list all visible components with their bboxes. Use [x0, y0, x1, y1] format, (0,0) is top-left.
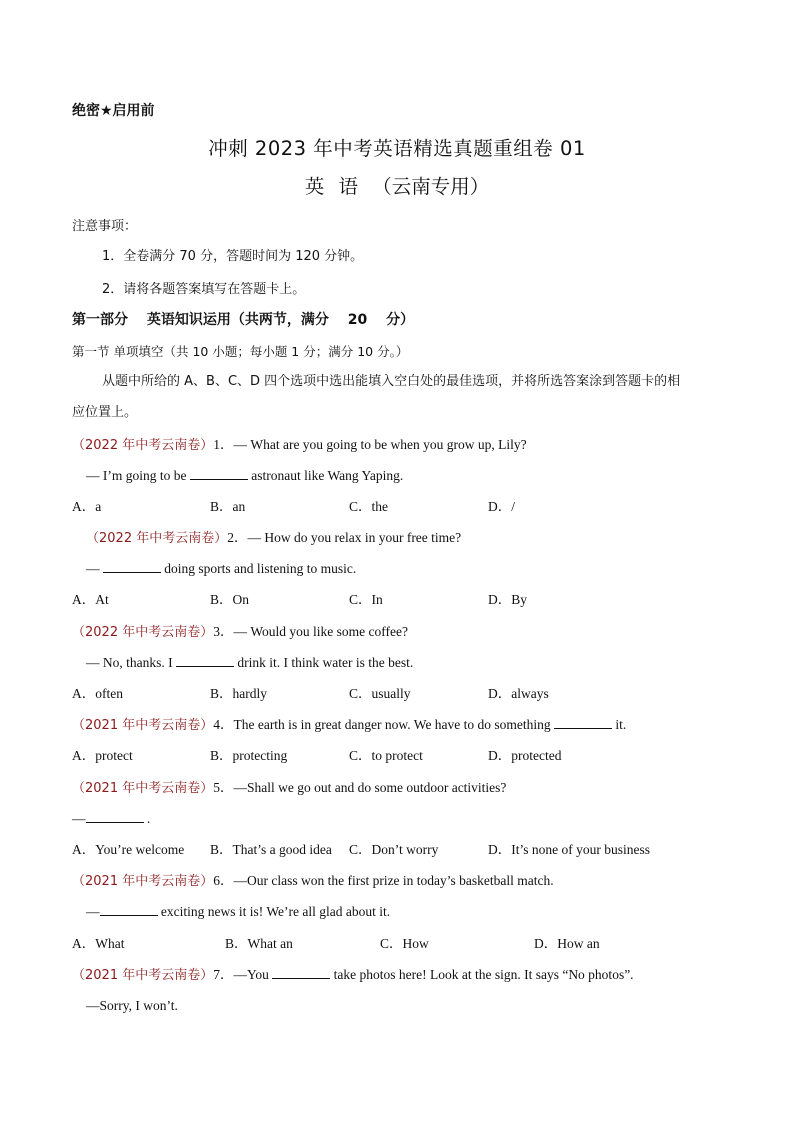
question-source: （2022 年中考云南卷） — [86, 531, 228, 546]
note-item-1: 1．全卷满分 70 分，答题时间为 120 分钟。 — [102, 249, 364, 264]
answer-blank — [554, 716, 612, 729]
question-2-option-c: C．In — [349, 592, 383, 607]
question-4-option-c: C．to protect — [349, 748, 423, 763]
question-5-answer-line: — . — [72, 811, 151, 826]
answer-blank — [176, 654, 234, 667]
question-2-option-a: A．At — [72, 592, 109, 607]
question-source: （2022 年中考云南卷） — [72, 438, 214, 453]
question-5-option-b: B．That’s a good idea — [210, 842, 332, 857]
question-3-option-b: B．hardly — [210, 686, 267, 701]
question-6-option-b: B．What an — [225, 936, 293, 951]
question-2-answer-line: — doing sports and listening to music. — [86, 561, 357, 576]
question-2-option-d: D．By — [488, 592, 528, 607]
question-5-option-a: A．You’re welcome — [72, 842, 185, 857]
part1-heading: 第一部分 英语知识运用（共两节，满分 20 分） — [72, 312, 415, 328]
answer-blank — [103, 560, 161, 573]
confidential-label: 绝密★启用前 — [72, 103, 155, 119]
question-5-option-c: C．Don’t worry — [349, 842, 439, 857]
question-1-option-c: C．the — [349, 499, 388, 514]
section1-heading: 第一节 单项填空（共 10 小题；每小题 1 分；满分 10 分。） — [72, 344, 409, 359]
question-3-answer-line: — No, thanks. I drink it. I think water is the best. — [86, 655, 414, 670]
question-6-answer-line: — exciting news it is! We’re all glad about it. — [86, 904, 391, 919]
question-1-option-d: D．/ — [488, 499, 515, 514]
question-4-option-b: B．protecting — [210, 748, 288, 763]
question-source: （2021 年中考云南卷） — [72, 781, 214, 796]
exam-title: 冲刺 2023 年中考英语精选真题重组卷 01 — [208, 137, 586, 160]
instruction-line-2: 应位置上。 — [72, 405, 138, 420]
notes-heading: 注意事项： — [72, 219, 138, 234]
question-6-stem: （2021 年中考云南卷）6．—Our class won the first prize in today’s basketball match. — [72, 873, 554, 889]
question-source: （2021 年中考云南卷） — [72, 968, 214, 983]
question-4-stem: （2021 年中考云南卷）4．The earth is in great danger now. We have to do something it. — [72, 717, 627, 733]
question-1-stem: （2022 年中考云南卷）1．— What are you going to be when you grow up, Lily? — [72, 437, 527, 453]
question-7-stem: （2021 年中考云南卷）7．—You take photos here! Look at the sign. It says “No photos”. — [72, 967, 634, 983]
question-5-option-d: D．It’s none of your business — [488, 842, 650, 857]
question-1-answer-line: — I’m going to be astronaut like Wang Yaping. — [86, 468, 404, 483]
question-3-option-d: D．always — [488, 686, 549, 701]
answer-blank — [272, 966, 330, 979]
question-6-option-a: A．What — [72, 936, 125, 951]
question-3-option-c: C．usually — [349, 686, 411, 701]
question-4-option-a: A．protect — [72, 748, 133, 763]
note-item-2: 2．请将各题答案填写在答题卡上。 — [102, 282, 306, 297]
question-2-stem: （2022 年中考云南卷）2．— How do you relax in your free time? — [86, 530, 462, 546]
question-4-option-d: D．protected — [488, 748, 562, 763]
exam-subtitle: 英 语 （云南专用） — [304, 175, 490, 198]
question-5-stem: （2021 年中考云南卷）5．—Shall we go out and do some outdoor activities? — [72, 780, 507, 796]
question-6-option-c: C．How — [380, 936, 429, 951]
question-2-option-b: B．On — [210, 592, 250, 607]
question-source: （2022 年中考云南卷） — [72, 625, 214, 640]
question-6-option-d: D．How an — [534, 936, 600, 951]
question-1-option-a: A．a — [72, 499, 102, 514]
question-3-option-a: A．often — [72, 686, 123, 701]
question-source: （2021 年中考云南卷） — [72, 874, 214, 889]
answer-blank — [190, 467, 248, 480]
question-1-option-b: B．an — [210, 499, 246, 514]
question-3-stem: （2022 年中考云南卷）3．— Would you like some coffee? — [72, 624, 408, 640]
question-source: （2021 年中考云南卷） — [72, 718, 214, 733]
answer-blank — [100, 903, 158, 916]
answer-blank — [86, 810, 144, 823]
question-7-answer-line: —Sorry, I won’t. — [86, 998, 178, 1013]
instruction-line-1: 从题中所给的 A、B、C、D 四个选项中选出能填入空白处的最佳选项，并将所选答案涂到答题卡的相 — [102, 374, 681, 389]
